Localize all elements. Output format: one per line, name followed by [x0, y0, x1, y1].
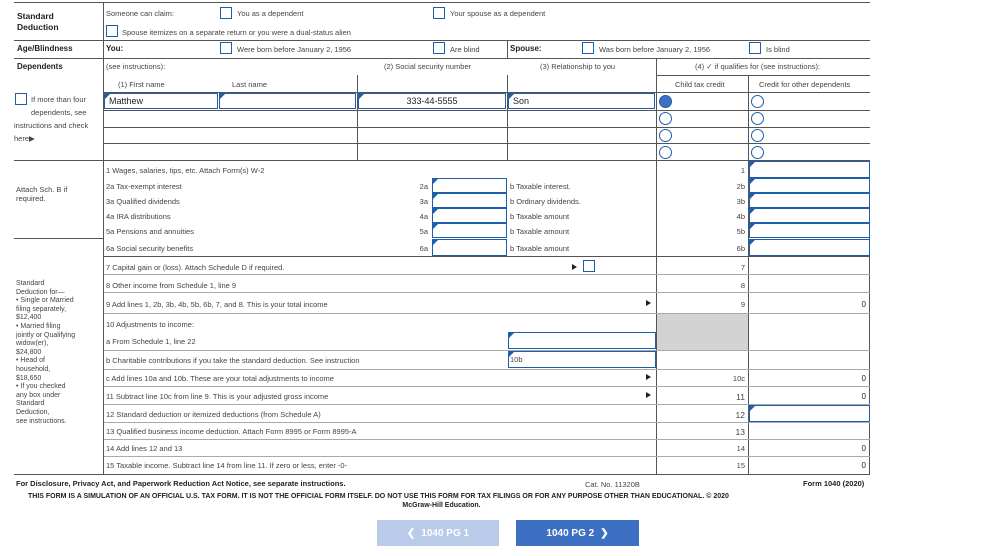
spouse-born-before-checkbox[interactable] [582, 42, 594, 54]
line-2a-number: 2a [419, 182, 428, 191]
line-7-checkbox[interactable] [583, 260, 595, 272]
line-7-number: 7 [740, 263, 745, 272]
dependent-1-ssn-input[interactable]: 333-44-5555 [358, 93, 506, 109]
line-4b-label: b Taxable amount [510, 212, 570, 221]
chevron-left-icon: ❮ [406, 527, 416, 539]
you-born-before-checkbox[interactable] [220, 42, 232, 54]
line-1-input[interactable] [749, 161, 870, 178]
page-1-label: 1040 PG 1 [421, 527, 470, 539]
line-3b-number: 3b [736, 197, 745, 206]
arrow-icon [646, 392, 651, 398]
page-1-button[interactable] [377, 520, 499, 546]
dependent-2-other-credit-radio[interactable] [751, 112, 764, 125]
divider [507, 75, 508, 160]
sidebar-line: Standard [16, 400, 45, 408]
divider [103, 2, 104, 62]
cat-number: Cat. No. 11320B [585, 480, 640, 489]
dependent-1-child-tax-credit-radio[interactable] [659, 95, 672, 108]
line-5a-number: 5a [419, 227, 428, 236]
spouse-dependent-checkbox[interactable] [433, 7, 445, 19]
spouse-itemizes-checkbox[interactable] [106, 25, 118, 37]
more-than-four-note: dependents, see [31, 108, 87, 117]
line-6a-number: 6a [419, 244, 428, 253]
you-dependent-checkbox[interactable] [220, 7, 232, 19]
line-10a-label: a From Schedule 1, line 22 [106, 337, 196, 346]
spouse-dependent-label: Your spouse as a dependent [450, 9, 546, 18]
line-10a-input[interactable] [508, 332, 656, 349]
page-2-label: 1040 PG 2 [546, 527, 595, 539]
line-2b-input[interactable] [749, 178, 870, 193]
sidebar-line: $24,800 [16, 348, 42, 356]
privacy-notice: For Disclosure, Privacy Act, and Paperwork Reduction Act Notice, see separate instructions. [16, 479, 346, 488]
rule [14, 40, 870, 41]
line-5b-input[interactable] [749, 223, 870, 238]
dependent-3-other-credit-radio[interactable] [751, 129, 764, 142]
col-child-tax-credit-header: Child tax credit [675, 80, 725, 89]
line-6a-label: 6a Social security benefits [106, 244, 194, 253]
spouse-born-before-label: Was born before January 2, 1956 [599, 45, 711, 54]
rule [14, 160, 870, 161]
line-3a-label: 3a Qualified dividends [106, 197, 180, 206]
rule [104, 386, 870, 387]
line-9-number: 9 [740, 300, 745, 309]
standard-deduction-sidebar [16, 280, 102, 426]
sidebar-line: • Head of [16, 357, 45, 365]
sidebar-line: filing separately, [16, 305, 67, 313]
col-relationship-header: (3) Relationship to you [540, 62, 616, 71]
line-15-number: 15 [736, 461, 745, 470]
rule [104, 313, 870, 314]
disclaimer: THIS FORM IS A SIMULATION OF AN OFFICIAL U.S. TAX FORM. IT IS NOT THE OFFICIAL FORM ITSELF. DO NOT USE THIS FORM FOR TAX FILINGS OR FOR ANY PURPOSE OTHER THAN EDUCATIONAL. © 2020 [28, 493, 729, 500]
sidebar-line: any box under [16, 391, 61, 399]
sidebar-line: $12,400 [16, 314, 42, 322]
line-4b-input[interactable] [749, 208, 870, 223]
line-14-label: 14 Add lines 12 and 13 [106, 444, 183, 453]
col-ssn-header: (2) Social security number [384, 62, 472, 71]
disclaimer-publisher: McGraw-Hill Education. [402, 502, 481, 509]
line-15-label: 15 Taxable income. Subtract line 14 from line 11. If zero or less, enter -0- [106, 461, 348, 470]
line-3b-label: b Ordinary dividends. [510, 197, 581, 206]
rule [104, 110, 870, 111]
line-13-number: 13 [735, 427, 745, 437]
rule [104, 127, 870, 128]
rule [104, 456, 870, 457]
shaded-cell [657, 314, 748, 350]
line-8-number: 8 [740, 281, 745, 290]
more-than-four-label: If more than four [31, 95, 87, 104]
divider [656, 58, 657, 160]
line-11-amount: 0 [861, 392, 866, 401]
arrow-icon [646, 374, 651, 380]
line-10c-label: c Add lines 10a and 10b. These are your total adjustments to income [106, 374, 334, 383]
dependent-1-relationship-input[interactable]: Son [508, 93, 655, 109]
line-4a-input[interactable] [432, 208, 507, 223]
line-10c-amount: 0 [861, 374, 866, 383]
line-5a-input[interactable] [432, 223, 507, 238]
line-1-label: 1 Wages, salaries, tips, etc. Attach Form(s) W-2 [106, 166, 265, 175]
page-2-button[interactable] [516, 520, 639, 546]
you-blind-checkbox[interactable] [433, 42, 445, 54]
dependent-1-first-name-input[interactable]: Matthew [104, 93, 218, 109]
sidebar-line: jointly or Qualifying [16, 331, 76, 339]
line-14-number: 14 [736, 444, 745, 453]
line-5b-number: 5b [736, 227, 745, 236]
attach-sch-b-note: Attach Sch. B if required. [16, 185, 68, 203]
line-11-number: 11 [736, 392, 745, 402]
line-6b-label: b Taxable amount [510, 244, 570, 253]
line-9-label: 9 Add lines 1, 2b, 3b, 4b, 5b, 6b, 7, and 8. This is your total income [106, 300, 328, 309]
dependent-4-child-tax-credit-radio[interactable] [659, 146, 672, 159]
rule [104, 143, 870, 144]
rule [104, 422, 870, 423]
line-4a-label: 4a IRA distributions [106, 212, 171, 221]
rule [104, 439, 870, 440]
sidebar-line: • Married filing [16, 322, 61, 330]
rule [104, 256, 870, 257]
line-6a-input[interactable] [432, 239, 507, 256]
line-15-amount: 0 [861, 461, 866, 470]
sidebar-line: $18,650 [16, 374, 42, 382]
line-14-amount: 0 [861, 444, 866, 453]
standard-deduction-label: Standard Deduction [17, 11, 59, 32]
sidebar-line: • Single or Married [16, 297, 74, 305]
spouse-label: Spouse: [510, 44, 542, 53]
rule [14, 58, 870, 59]
line-10b-label: b Charitable contributions if you take the standard deduction. See instruction [106, 356, 360, 365]
sidebar-line: widow(er), [16, 340, 49, 348]
rule [657, 75, 870, 76]
spouse-itemizes-label: Spouse itemizes on a separate return or you were a dual-status alien [122, 28, 351, 37]
someone-can-claim-label: Someone can claim: [106, 9, 174, 18]
sidebar-line: household, [16, 365, 51, 373]
rule [104, 369, 870, 370]
arrow-icon [646, 300, 651, 306]
line-10-label: 10 Adjustments to income: [106, 320, 194, 329]
sidebar-line: Deduction for— [16, 288, 65, 296]
line-3b-input[interactable] [749, 193, 870, 208]
rule [104, 292, 870, 293]
line-2a-input[interactable] [432, 178, 507, 193]
line-3a-number: 3a [419, 197, 428, 206]
line-2b-number: 2b [736, 182, 745, 191]
line-4b-number: 4b [736, 212, 745, 221]
line-13-label: 13 Qualified business income deduction. Attach Form 8995 or Form 8995-A [106, 427, 357, 436]
you-born-before-label: Were born before January 2, 1956 [237, 45, 352, 54]
more-than-four-note: here▶ [14, 134, 35, 143]
sidebar-line: • If you checked [16, 383, 66, 391]
sidebar-line: Deduction, [16, 408, 50, 416]
form-id: Form 1040 (2020) [803, 479, 865, 488]
divider [103, 160, 104, 474]
dependents-label: Dependents [17, 62, 63, 71]
rule [14, 474, 870, 475]
divider [103, 58, 104, 160]
more-than-four-checkbox[interactable] [15, 93, 27, 105]
line-5a-label: 5a Pensions and annuities [106, 227, 194, 236]
chevron-right-icon: ❯ [600, 527, 609, 539]
more-than-four-note: instructions and check [14, 121, 89, 130]
see-instructions-label: (see instructions): [106, 62, 166, 71]
line-7-label: 7 Capital gain or (loss). Attach Schedule D if required. [106, 263, 285, 272]
col-first-name-header: (1) First name [118, 80, 165, 89]
line-4a-number: 4a [419, 212, 428, 221]
line-12-number: 12 [735, 410, 745, 420]
divider [748, 75, 749, 160]
line-10c-number: 10c [732, 374, 745, 383]
col-qualifies-header: (4) ✓ if qualifies for (see instructions): [695, 62, 821, 71]
dependent-2-child-tax-credit-radio[interactable] [659, 112, 672, 125]
dependent-4-other-credit-radio[interactable] [751, 146, 764, 159]
sidebar-line: Standard [16, 280, 45, 287]
line-11-label: 11 Subtract line 10c from line 9. This is your adjusted gross income [106, 392, 329, 401]
you-blind-label: Are blind [450, 45, 480, 54]
line-9-amount: 0 [861, 300, 866, 309]
line-12-label: 12 Standard deduction or itemized deductions (from Schedule A) [106, 410, 321, 419]
line-2b-label: b Taxable interest. [510, 182, 571, 191]
divider [357, 75, 358, 160]
dependent-1-other-credit-radio[interactable] [751, 95, 764, 108]
divider [507, 40, 508, 58]
rule [104, 274, 870, 275]
line-2a-label: 2a Tax-exempt interest [106, 182, 182, 191]
you-label: You: [106, 44, 124, 53]
line-6b-number: 6b [736, 244, 745, 253]
line-6b-input[interactable] [749, 239, 870, 256]
line-3a-input[interactable] [432, 193, 507, 208]
line-5b-label: b Taxable amount [510, 227, 570, 236]
age-blindness-label: Age/Blindness [17, 44, 73, 53]
you-dependent-label: You as a dependent [237, 9, 304, 18]
line-10b-number: 10b [510, 355, 523, 364]
spouse-blind-label: Is blind [766, 45, 790, 54]
line-12-input[interactable] [749, 405, 870, 422]
rule-top [14, 2, 870, 3]
dependent-3-child-tax-credit-radio[interactable] [659, 129, 672, 142]
dependent-1-last-name-input[interactable] [219, 93, 356, 109]
rule [104, 350, 870, 351]
line-8-label: 8 Other income from Schedule 1, line 9 [106, 281, 237, 290]
arrow-icon [572, 264, 577, 270]
rule [14, 238, 103, 239]
sidebar-line: see instructions. [16, 417, 67, 425]
spouse-blind-checkbox[interactable] [749, 42, 761, 54]
col-other-dependents-header: Credit for other dependents [759, 80, 851, 89]
line-10b-input[interactable] [508, 351, 656, 368]
line-1-number: 1 [740, 166, 745, 175]
col-last-name-header: Last name [232, 80, 268, 89]
